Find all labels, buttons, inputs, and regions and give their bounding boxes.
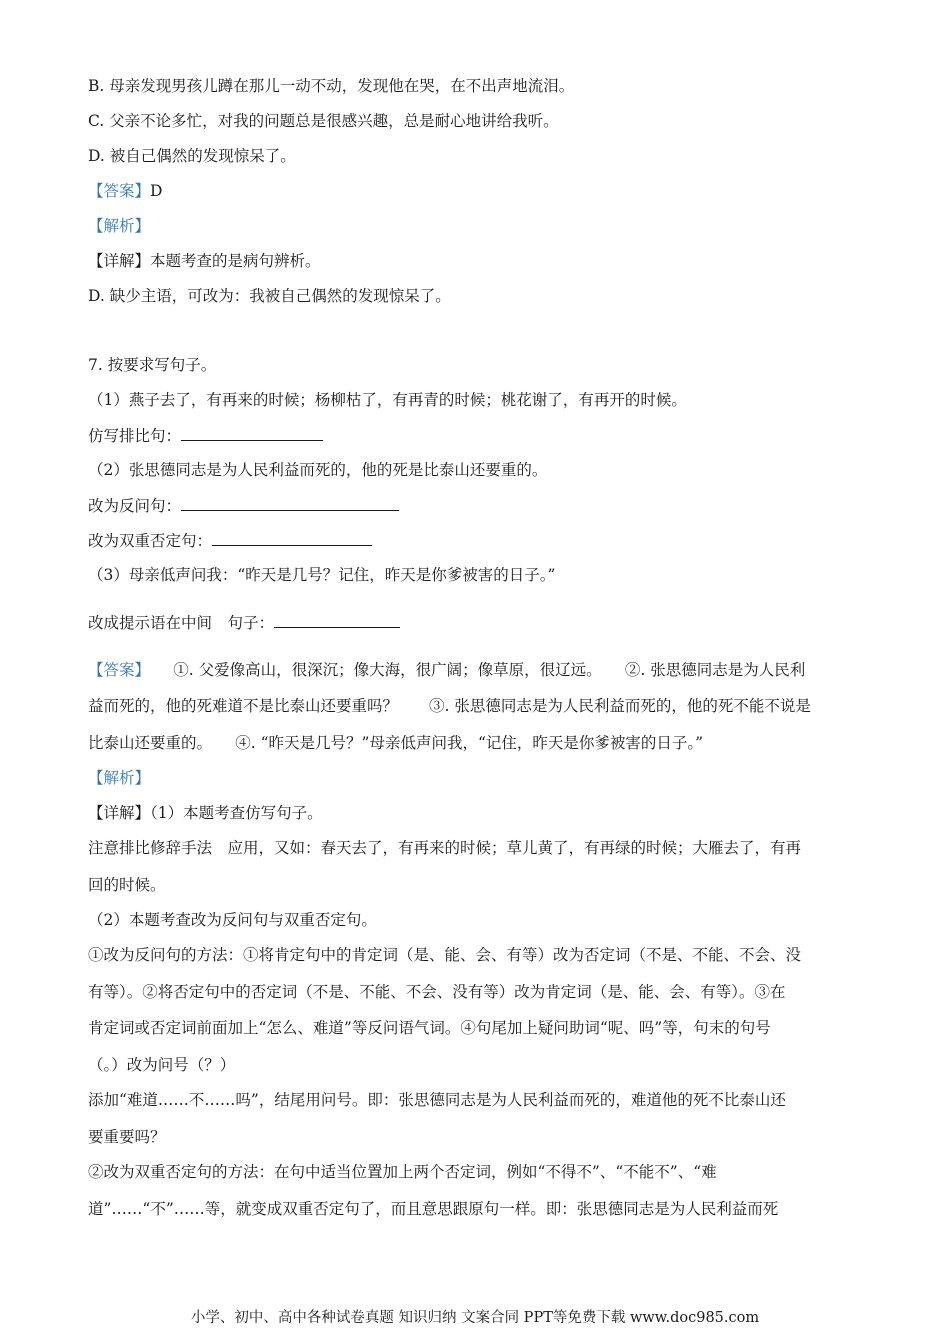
q7-task-2b: 改为双重否定句： [88,532,213,550]
answer-line-3: 比泰山还要重的。 ④. “昨天是几号？”母亲低声问我，“记住，昨天是你爹被害的日子。” [88,734,704,752]
option-b: B. 母亲发现男孩儿蹲在那儿一动不动，发现他在哭，在不出声地流泪。 [88,77,575,95]
q7-task-2a-row [88,495,399,516]
detail-line: 肯定词或否定词前面加上“怎么、难道”等反问语气词。④句尾加上疑问助词“呢、吗”等，句末的句号 [88,1019,771,1037]
detail-line: （。）改为问号（？） [88,1056,236,1074]
analysis-tag: 【解析】 [88,217,151,235]
answer-blank[interactable] [181,495,399,511]
detail-tag: 【详解】 [88,804,151,822]
explain-text: D. 缺少主语，可改为：我被自己偶然的发现惊呆了。 [88,287,451,305]
answer-line-1: ①. 父爱像高山，很深沉；像大海，很广阔；像草原，很辽远。 ②. 张思德同志是为人民利 [142,661,806,679]
q7-task-2a: 改为反问句： [88,497,182,515]
detail-line: ②改为双重否定句的方法：在句中适当位置加上两个否定词，例如“不得不”、“不能不”、“难 [88,1163,717,1181]
detail-line: 注意排比修辞手法 应用，又如：春天去了，有再来的时候；草儿黄了，有再绿的时候；大雁去了，有再 [88,839,802,857]
q7-task-2b-row [88,530,372,551]
answer-line-2: 益而死的，他的死难道不是比泰山还要重吗？ ③. 张思德同志是为人民利益而死的，他的死不能不说是 [88,697,811,715]
q7-task-3: 改成提示语在中间 句子： [88,614,275,632]
q7-task-1: 仿写排比句： [88,427,182,445]
detail-line: 道”……“不”……等，就变成双重否定句了，而且意思跟原句一样。即：张思德同志是为人民利益而死 [88,1200,779,1218]
option-d: D. 被自己偶然的发现惊呆了。 [88,147,296,165]
detail-row-q7 [88,803,323,823]
q7-task-3-row [88,612,400,633]
q7-part-2: （2）张思德同志是为人民利益而死的，他的死是比泰山还要重的。 [88,461,548,479]
q7-part-3: （3）母亲低声问我：“昨天是几号？记住，昨天是你爹被害的日子。” [88,566,556,584]
answer-tag: 【答案】 [88,661,143,679]
detail-line: 要重要吗？ [88,1128,166,1146]
q7-task-1-row [88,425,323,446]
detail-line: ①改为反问句的方法：①将肯定句中的肯定词（是、能、会、有等）改为否定词（不是、不能、不会、没 [88,946,802,964]
detail-row-q6 [88,251,321,271]
answer-blank[interactable] [274,612,400,628]
detail-line: 有等）。②将否定句中的否定词（不是、不能、不会、没有等）改为肯定词（是、能、会、有等）。③在 [88,983,786,1001]
page-footer: 小学、初中、高中各种试卷真题 知识归纳 文案合同 PPT等免费下载 www.doc985.com [190,1310,760,1326]
detail-line: （2）本题考查改为反问句与双重否定句。 [88,911,377,929]
detail-line: 回的时候。 [88,876,166,894]
detail-tag: 【详解】 [88,252,151,270]
answer-blank[interactable] [212,530,372,546]
detail-text: 本题考查的是病句辨析。 [150,252,321,270]
question-7-title: 7. 按要求写句子。 [88,356,217,374]
answer-row-q7 [88,660,805,680]
q7-part-1: （1）燕子去了，有再来的时候；杨柳枯了，有再青的时候；桃花谢了，有再开的时候。 [88,391,687,409]
answer-value: D [150,182,163,200]
answer-row-q6 [88,181,162,201]
detail-line: 添加“难道……不……吗”，结尾用问号。即：张思德同志是为人民利益而死的，难道他的死不比泰山还 [88,1091,786,1109]
answer-tag: 【答案】 [88,182,151,200]
answer-blank[interactable] [181,425,323,441]
detail-line: （1）本题考查仿写句子。 [150,804,323,822]
analysis-tag: 【解析】 [88,769,151,787]
option-c: C. 父亲不论多忙，对我的问题总是很感兴趣，总是耐心地讲给我听。 [88,112,559,130]
